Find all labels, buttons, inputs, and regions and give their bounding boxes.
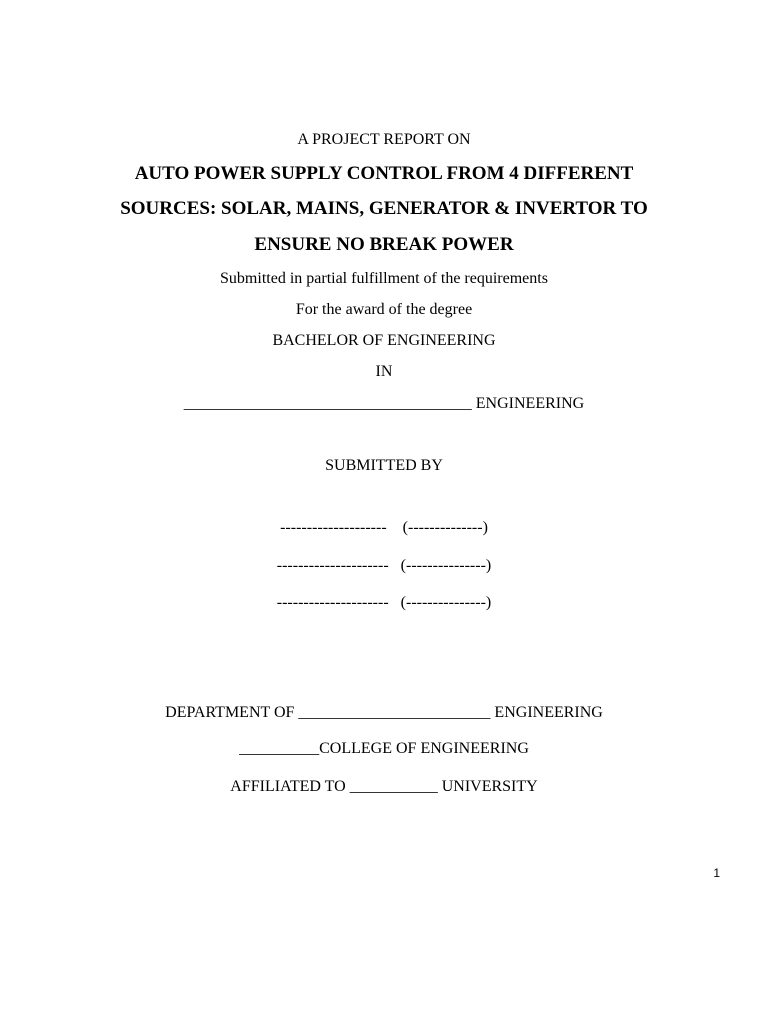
student-entry-2: --------------------- (---------------) [276,557,492,574]
report-title-line-3: ENSURE NO BREAK POWER [254,234,514,255]
department-line: DEPARTMENT OF ________________________ ENGINEERING [165,704,603,721]
submission-statement: Submitted in partial fulfillment of the requirements [220,270,548,287]
report-heading: A PROJECT REPORT ON [297,131,471,148]
student-entry-1: -------------------- (--------------) [280,519,488,536]
in-word: IN [375,363,393,380]
page-number: 1 [713,866,720,880]
submitted-by-heading: SUBMITTED BY [325,457,443,474]
degree-intro: For the award of the degree [295,301,473,318]
report-title-line-1: AUTO POWER SUPPLY CONTROL FROM 4 DIFFERENT [134,163,634,184]
college-line: __________COLLEGE OF ENGINEERING [239,740,529,757]
degree-name: BACHELOR OF ENGINEERING [272,332,496,349]
affiliation-line: AFFILIATED TO ___________ UNIVERSITY [230,778,538,795]
student-entry-3: --------------------- (---------------) [276,594,492,611]
branch-blank-line: ____________________________________ ENGINEERING [183,395,585,412]
report-title-line-2: SOURCES: SOLAR, MAINS, GENERATOR & INVERTOR TO [120,198,648,219]
